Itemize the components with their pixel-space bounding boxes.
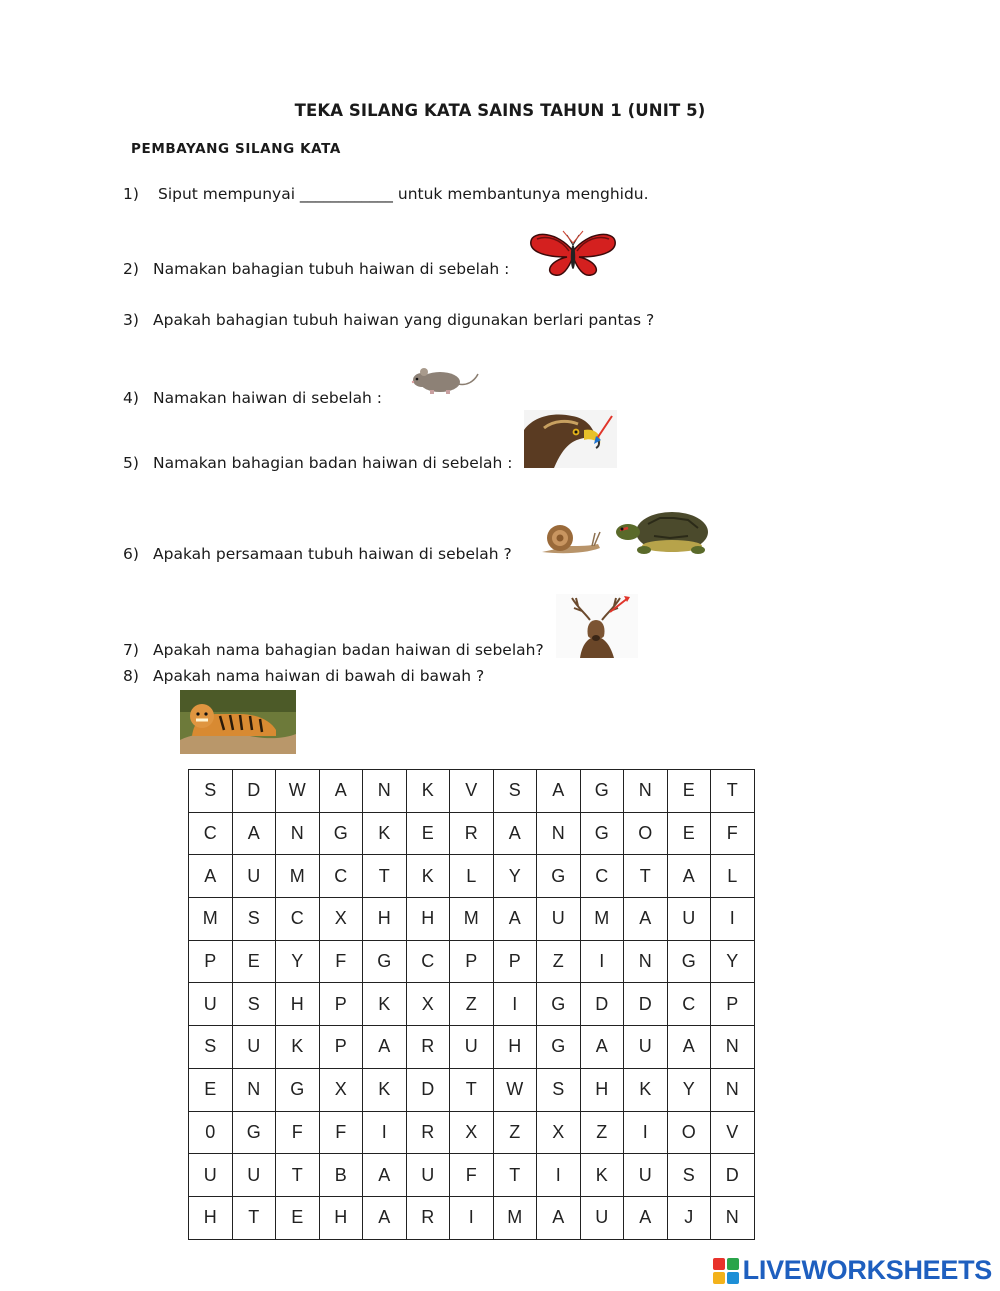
grid-row bbox=[189, 983, 755, 1026]
grid-row bbox=[189, 1068, 755, 1111]
eagle-image bbox=[524, 410, 617, 468]
grid-cell: N bbox=[232, 1068, 276, 1111]
grid-cell: E bbox=[667, 812, 711, 855]
grid-cell: I bbox=[450, 1196, 494, 1239]
grid-cell: I bbox=[624, 1111, 668, 1154]
grid-cell: A bbox=[624, 898, 668, 941]
grid-cell: R bbox=[406, 1196, 450, 1239]
grid-cell: S bbox=[667, 1154, 711, 1197]
grid-cell: H bbox=[319, 1196, 363, 1239]
question-number: 7) bbox=[123, 641, 139, 659]
grid-cell: Y bbox=[667, 1068, 711, 1111]
grid-cell: G bbox=[667, 940, 711, 983]
question-number: 3) bbox=[123, 311, 139, 329]
question-text: Namakan bahagian tubuh haiwan di sebelah : bbox=[153, 260, 510, 278]
grid-cell: E bbox=[667, 770, 711, 813]
grid-cell: O bbox=[624, 812, 668, 855]
grid-cell: O bbox=[667, 1111, 711, 1154]
grid-row bbox=[189, 1154, 755, 1197]
grid-cell: P bbox=[319, 1026, 363, 1069]
grid-cell: D bbox=[580, 983, 624, 1026]
grid-cell: U bbox=[232, 1154, 276, 1197]
grid-cell: H bbox=[276, 983, 320, 1026]
grid-cell: L bbox=[450, 855, 494, 898]
grid-cell: K bbox=[363, 812, 407, 855]
logo-blocks-icon bbox=[713, 1258, 739, 1284]
question-5 bbox=[123, 454, 513, 472]
grid-cell: U bbox=[232, 1026, 276, 1069]
grid-cell: X bbox=[319, 1068, 363, 1111]
grid-cell: S bbox=[232, 983, 276, 1026]
grid-cell: C bbox=[276, 898, 320, 941]
grid-cell: H bbox=[189, 1196, 233, 1239]
grid-cell: M bbox=[580, 898, 624, 941]
question-3 bbox=[123, 311, 654, 329]
grid-cell: R bbox=[406, 1111, 450, 1154]
question-number: 6) bbox=[123, 545, 139, 563]
grid-row bbox=[189, 812, 755, 855]
grid-cell: M bbox=[276, 855, 320, 898]
grid-cell: G bbox=[580, 770, 624, 813]
grid-cell: Z bbox=[493, 1111, 537, 1154]
grid-cell: K bbox=[580, 1154, 624, 1197]
grid-cell: F bbox=[711, 812, 755, 855]
grid-cell: A bbox=[189, 855, 233, 898]
grid-cell: H bbox=[580, 1068, 624, 1111]
grid-row bbox=[189, 1196, 755, 1239]
grid-cell: H bbox=[406, 898, 450, 941]
grid-cell: I bbox=[363, 1111, 407, 1154]
grid-cell: W bbox=[493, 1068, 537, 1111]
grid-cell: L bbox=[711, 855, 755, 898]
grid-cell: D bbox=[232, 770, 276, 813]
grid-cell: D bbox=[406, 1068, 450, 1111]
grid-cell: U bbox=[624, 1154, 668, 1197]
mouse-image bbox=[410, 360, 480, 396]
grid-cell: U bbox=[450, 1026, 494, 1069]
grid-cell: A bbox=[232, 812, 276, 855]
grid-cell: U bbox=[537, 898, 581, 941]
question-number: 8) bbox=[123, 667, 139, 685]
grid-cell: R bbox=[406, 1026, 450, 1069]
question-number: 5) bbox=[123, 454, 139, 472]
grid-cell: I bbox=[493, 983, 537, 1026]
grid-cell: A bbox=[537, 770, 581, 813]
grid-cell: H bbox=[363, 898, 407, 941]
question-8 bbox=[123, 667, 484, 685]
grid-cell: D bbox=[711, 1154, 755, 1197]
question-6 bbox=[123, 545, 512, 563]
question-text: Apakah nama bahagian badan haiwan di sebelah? bbox=[153, 641, 544, 659]
grid-cell: K bbox=[363, 983, 407, 1026]
grid-cell: K bbox=[406, 770, 450, 813]
worksheet-subtitle: PEMBAYANG SILANG KATA bbox=[131, 141, 341, 157]
grid-cell: Y bbox=[276, 940, 320, 983]
grid-cell: T bbox=[711, 770, 755, 813]
grid-cell: K bbox=[363, 1068, 407, 1111]
grid-cell: A bbox=[493, 812, 537, 855]
grid-cell: E bbox=[406, 812, 450, 855]
question-1 bbox=[123, 185, 649, 203]
grid-cell: B bbox=[319, 1154, 363, 1197]
grid-cell: T bbox=[276, 1154, 320, 1197]
grid-cell: P bbox=[319, 983, 363, 1026]
grid-cell: E bbox=[232, 940, 276, 983]
grid-row bbox=[189, 1111, 755, 1154]
grid-row bbox=[189, 898, 755, 941]
grid-cell: R bbox=[450, 812, 494, 855]
grid-cell: S bbox=[537, 1068, 581, 1111]
grid-cell: M bbox=[493, 1196, 537, 1239]
grid-cell: G bbox=[232, 1111, 276, 1154]
grid-cell: N bbox=[711, 1026, 755, 1069]
grid-cell: K bbox=[276, 1026, 320, 1069]
grid-cell: A bbox=[667, 1026, 711, 1069]
question-text: Siput mempunyai ____________ untuk membantunya menghidu. bbox=[158, 185, 649, 203]
grid-cell: N bbox=[537, 812, 581, 855]
grid-cell: C bbox=[580, 855, 624, 898]
grid-cell: K bbox=[624, 1068, 668, 1111]
grid-cell: G bbox=[276, 1068, 320, 1111]
question-2 bbox=[123, 260, 509, 278]
grid-cell: W bbox=[276, 770, 320, 813]
grid-cell: S bbox=[189, 770, 233, 813]
grid-cell: V bbox=[450, 770, 494, 813]
grid-cell: P bbox=[450, 940, 494, 983]
grid-cell: A bbox=[667, 855, 711, 898]
question-text: Namakan haiwan di sebelah : bbox=[153, 389, 383, 407]
grid-cell: X bbox=[319, 898, 363, 941]
deer-image bbox=[556, 594, 638, 658]
grid-cell: A bbox=[363, 1026, 407, 1069]
grid-cell: M bbox=[450, 898, 494, 941]
grid-cell: Z bbox=[580, 1111, 624, 1154]
question-number: 4) bbox=[123, 389, 139, 407]
word-search-grid bbox=[188, 769, 755, 1240]
grid-cell: P bbox=[189, 940, 233, 983]
grid-cell: G bbox=[363, 940, 407, 983]
grid-row bbox=[189, 855, 755, 898]
grid-cell: U bbox=[624, 1026, 668, 1069]
grid-row bbox=[189, 1026, 755, 1069]
grid-cell: S bbox=[232, 898, 276, 941]
grid-cell: A bbox=[580, 1026, 624, 1069]
grid-cell: S bbox=[493, 770, 537, 813]
grid-cell: U bbox=[232, 855, 276, 898]
grid-cell: G bbox=[537, 983, 581, 1026]
worksheet-title: TEKA SILANG KATA SAINS TAHUN 1 (UNIT 5) bbox=[294, 101, 706, 120]
grid-cell: N bbox=[711, 1196, 755, 1239]
grid-cell: U bbox=[189, 983, 233, 1026]
grid-cell: K bbox=[406, 855, 450, 898]
grid-cell: T bbox=[232, 1196, 276, 1239]
tiger-image bbox=[180, 690, 296, 754]
grid-cell: T bbox=[363, 855, 407, 898]
question-text: Apakah persamaan tubuh haiwan di sebelah ? bbox=[153, 545, 512, 563]
grid-cell: P bbox=[711, 983, 755, 1026]
grid-cell: X bbox=[450, 1111, 494, 1154]
grid-cell: C bbox=[406, 940, 450, 983]
grid-cell: Y bbox=[493, 855, 537, 898]
grid-cell: C bbox=[667, 983, 711, 1026]
grid-cell: Y bbox=[711, 940, 755, 983]
grid-cell: T bbox=[493, 1154, 537, 1197]
grid-cell: F bbox=[450, 1154, 494, 1197]
question-text: Namakan bahagian badan haiwan di sebelah : bbox=[153, 454, 513, 472]
grid-cell: A bbox=[537, 1196, 581, 1239]
grid-cell: A bbox=[363, 1154, 407, 1197]
question-7 bbox=[123, 641, 544, 659]
grid-cell: U bbox=[580, 1196, 624, 1239]
grid-cell: X bbox=[537, 1111, 581, 1154]
grid-cell: E bbox=[276, 1196, 320, 1239]
grid-row bbox=[189, 940, 755, 983]
grid-cell: A bbox=[319, 770, 363, 813]
question-text: Apakah bahagian tubuh haiwan yang digunakan berlari pantas ? bbox=[153, 311, 655, 329]
grid-cell: U bbox=[667, 898, 711, 941]
grid-cell: C bbox=[319, 855, 363, 898]
grid-cell: N bbox=[711, 1068, 755, 1111]
grid-cell: I bbox=[537, 1154, 581, 1197]
grid-cell: N bbox=[363, 770, 407, 813]
butterfly-image bbox=[527, 229, 619, 279]
brand-name: LIVEWORKSHEETS bbox=[742, 1255, 992, 1285]
grid-cell: E bbox=[189, 1068, 233, 1111]
grid-cell: P bbox=[493, 940, 537, 983]
grid-cell: N bbox=[624, 940, 668, 983]
question-text: Apakah nama haiwan di bawah di bawah ? bbox=[153, 667, 485, 685]
grid-row bbox=[189, 770, 755, 813]
grid-cell: A bbox=[624, 1196, 668, 1239]
grid-cell: Z bbox=[537, 940, 581, 983]
grid-cell: 0 bbox=[189, 1111, 233, 1154]
turtle-image bbox=[614, 506, 714, 558]
grid-cell: A bbox=[363, 1196, 407, 1239]
grid-cell: I bbox=[580, 940, 624, 983]
grid-cell: D bbox=[624, 983, 668, 1026]
grid-cell: F bbox=[319, 1111, 363, 1154]
grid-cell: F bbox=[319, 940, 363, 983]
liveworksheets-logo bbox=[713, 1255, 992, 1286]
grid-cell: N bbox=[624, 770, 668, 813]
grid-cell: G bbox=[319, 812, 363, 855]
grid-cell: J bbox=[667, 1196, 711, 1239]
grid-cell: X bbox=[406, 983, 450, 1026]
grid-cell: T bbox=[624, 855, 668, 898]
grid-cell: G bbox=[537, 1026, 581, 1069]
grid-cell: C bbox=[189, 812, 233, 855]
question-number: 1) bbox=[123, 185, 139, 203]
question-number: 2) bbox=[123, 260, 139, 278]
grid-cell: N bbox=[276, 812, 320, 855]
grid-cell: U bbox=[406, 1154, 450, 1197]
grid-cell: G bbox=[580, 812, 624, 855]
question-4 bbox=[123, 389, 382, 407]
grid-cell: F bbox=[276, 1111, 320, 1154]
grid-cell: U bbox=[189, 1154, 233, 1197]
grid-cell: A bbox=[493, 898, 537, 941]
snail-image bbox=[540, 518, 604, 558]
grid-cell: H bbox=[493, 1026, 537, 1069]
grid-cell: M bbox=[189, 898, 233, 941]
grid-cell: S bbox=[189, 1026, 233, 1069]
grid-cell: Z bbox=[450, 983, 494, 1026]
grid-cell: T bbox=[450, 1068, 494, 1111]
grid-cell: V bbox=[711, 1111, 755, 1154]
grid-cell: I bbox=[711, 898, 755, 941]
grid-cell: G bbox=[537, 855, 581, 898]
